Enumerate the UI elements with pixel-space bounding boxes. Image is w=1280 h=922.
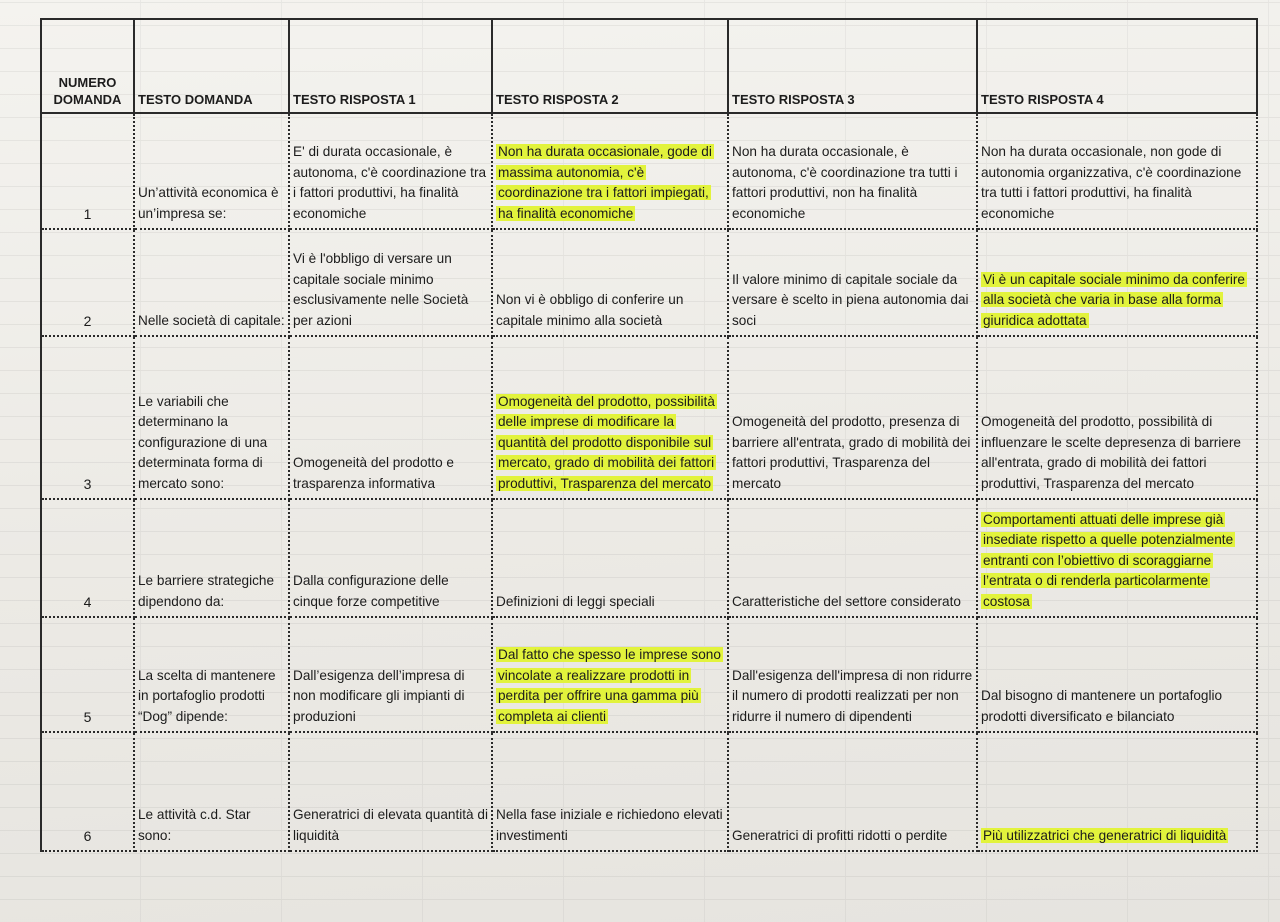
table-row	[41, 732, 1257, 851]
header-row	[41, 19, 1257, 113]
answer-4	[977, 229, 1257, 336]
answer-3	[728, 732, 977, 851]
answer-4	[977, 336, 1257, 499]
answer-1	[289, 229, 492, 336]
answer-1	[289, 336, 492, 499]
answer-3-text: Omogeneità del prodotto, presenza di barriere all'entrata, grado di mobilità dei fattori produttivi, Trasparenza del mercato	[732, 414, 971, 491]
question-rows	[41, 113, 1257, 851]
table-row	[41, 499, 1257, 617]
header-answer-2: TESTO RISPOSTA 2	[492, 19, 728, 113]
answer-1	[289, 617, 492, 732]
table-row	[41, 617, 1257, 732]
question-text: Nelle società di capitale:	[134, 229, 289, 336]
answer-3	[728, 229, 977, 336]
answer-4	[977, 113, 1257, 229]
question-number: 4	[41, 499, 134, 617]
answer-4-text: Vi è un capitale sociale minimo da conferire alla società che varia in base alla forma giuridica adottata	[983, 271, 1245, 328]
question-text: Le barriere strategiche dipendono da:	[134, 499, 289, 617]
question-text: Le variabili che determinano la configurazione di una determinata forma di mercato sono:	[134, 336, 289, 499]
answer-1	[289, 732, 492, 851]
header-answer-4: TESTO RISPOSTA 4	[977, 19, 1257, 113]
answer-3-text: Il valore minimo di capitale sociale da versare è scelto in piena autonomia dai soci	[732, 271, 969, 328]
answer-2	[492, 617, 728, 732]
answer-3	[728, 499, 977, 617]
answer-2-text: Omogeneità del prodotto, possibilità delle imprese di modificare la quantità del prodotto disponibile sul mercato, grado di mobilità dei fattori produttivi, Trasparenza del mercato	[498, 393, 715, 491]
answer-4-text: Più utilizzatrici che generatrici di liquidità	[983, 827, 1227, 843]
quiz-table	[40, 18, 1258, 852]
answer-2-text: Definizioni di leggi speciali	[496, 593, 655, 609]
question-text: Un’attività economica è un’impresa se:	[134, 113, 289, 229]
answer-1-text: Vi è l'obbligo di versare un capitale sociale minimo esclusivamente nelle Società per azioni	[293, 251, 469, 328]
answer-4-text: Non ha durata occasionale, non gode di autonomia organizzativa, c'è coordinazione tra tutti i fattori produttivi, ha finalità economiche	[981, 144, 1242, 221]
answer-2-text: Nella fase iniziale e richiedono elevati investimenti	[496, 807, 723, 843]
answer-4	[977, 499, 1257, 617]
answer-4-text: Comportamenti attuati delle imprese già insediate rispetto a quelle potenzialmente entranti con l’obiettivo di scoraggiarne l’entrata o di renderla particolarmente costosa	[983, 511, 1234, 609]
question-number: 5	[41, 617, 134, 732]
table-row	[41, 336, 1257, 499]
answer-3-text: Generatrici di profitti ridotti o perdite	[732, 827, 948, 843]
answer-1-text: E' di durata occasionale, è autonoma, c'è coordinazione tra i fattori produttivi, ha finalità economiche	[293, 144, 487, 221]
answer-2	[492, 732, 728, 851]
table-row	[41, 113, 1257, 229]
answer-3-text: Caratteristiche del settore considerato	[732, 593, 961, 609]
answer-1-text: Dall’esigenza dell’impresa di non modificare gli impianti di produzioni	[293, 667, 465, 724]
answer-1-text: Omogeneità del prodotto e trasparenza informativa	[293, 455, 454, 491]
table-row	[41, 229, 1257, 336]
answer-2-text: Non ha durata occasionale, gode di massima autonomia, c'è coordinazione tra i fattori impiegati, ha finalità economiche	[498, 144, 712, 221]
answer-4-text: Omogeneità del prodotto, possibilità di influenzare le scelte depresenza di barriere all'entrata, grado di mobilità dei fattori produttivi, Trasparenza del mercato	[981, 414, 1241, 491]
question-text: La scelta di mantenere in portafoglio prodotti “Dog” dipende:	[134, 617, 289, 732]
question-number: 1	[41, 113, 134, 229]
answer-1	[289, 499, 492, 617]
answer-2	[492, 499, 728, 617]
answer-3	[728, 617, 977, 732]
answer-2	[492, 336, 728, 499]
answer-2	[492, 229, 728, 336]
header-question: TESTO DOMANDA	[134, 19, 289, 113]
answer-2-text: Dal fatto che spesso le imprese sono vincolate a realizzare prodotti in perdita per offrire una gamma più completa ai clienti	[498, 647, 721, 724]
answer-4	[977, 732, 1257, 851]
answer-1-text: Dalla configurazione delle cinque forze competitive	[293, 573, 449, 609]
header-answer-1: TESTO RISPOSTA 1	[289, 19, 492, 113]
header-answer-3: TESTO RISPOSTA 3	[728, 19, 977, 113]
answer-3	[728, 113, 977, 229]
answer-4	[977, 617, 1257, 732]
question-number: 2	[41, 229, 134, 336]
answer-3	[728, 336, 977, 499]
answer-3-text: Dall'esigenza dell'impresa di non ridurre il numero di prodotti realizzati per non ridurre il numero di dipendenti	[732, 667, 973, 724]
question-number: 6	[41, 732, 134, 851]
answer-3-text: Non ha durata occasionale, è autonoma, c'è coordinazione tra tutti i fattori produttivi, non ha finalità economiche	[732, 144, 958, 221]
answer-1-text: Generatrici di elevata quantità di liquidità	[293, 807, 488, 843]
header-num: NUMERO DOMANDA	[41, 19, 134, 113]
answer-2-text: Non vi è obbligo di conferire un capitale minimo alla società	[496, 292, 684, 328]
answer-2	[492, 113, 728, 229]
answer-4-text: Dal bisogno di mantenere un portafoglio prodotti diversificato e bilanciato	[981, 688, 1223, 724]
question-text: Le attività c.d. Star sono:	[134, 732, 289, 851]
question-number: 3	[41, 336, 134, 499]
answer-1	[289, 113, 492, 229]
